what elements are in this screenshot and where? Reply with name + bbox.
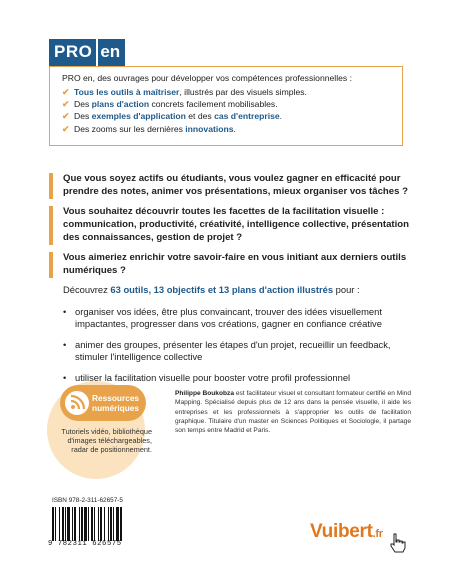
benefit-text: organiser vos idées, être plus convaincant, trouver des idées visuellement impactantes, progresser dans vos créations, gagner en confiance créative [75,306,382,330]
question: Que vous soyez actifs ou étudiants, vous voulez gagner en efficacité pour prendre des notes, animer vos présentations, mieux organiser vos tâches ? [63,173,408,197]
intro-item-highlight: exemples d'application [91,111,186,122]
publisher-name: Vuibert [310,521,373,542]
benefit-list [49,306,411,384]
accent-bar [49,206,53,245]
question: Vous souhaitez découvrir toutes les facettes de la facilitation visuelle : communication, productivité, créativité, intelligence collective, présentation des connaissances, gestion de projet ? [63,206,409,243]
intro-item-text: et des [185,111,215,122]
check-icon: ✔ [62,87,70,97]
pointing-hand-icon [388,533,406,553]
intro-item-text: . [233,123,236,134]
intro-list [62,86,392,135]
main-content [49,172,411,392]
bullet-icon: • [63,306,67,317]
logo-pro: PRO [49,39,96,66]
discover-text: Découvrez [63,284,111,295]
intro-item [62,123,392,135]
intro-item-text: Des [74,111,92,122]
intro-item-highlight: innovations [185,123,234,134]
question-block [49,205,411,244]
rss-icon [64,390,90,416]
intro-item-text: Des zooms sur les dernières [74,123,186,134]
bullet-icon: • [63,371,67,383]
pro-en-logo [49,39,125,66]
intro-item [62,98,392,110]
intro-item-text: concrets facilement mobilisables. [149,99,278,110]
discover-line [49,284,411,296]
intro-lead: PRO en, des ouvrages pour développer vos compétences professionnelles : [62,73,352,83]
benefit-item [63,306,411,331]
resources-title-box [60,385,146,421]
question: Vous aimeriez enrichir votre savoir-faire en vous initiant aux derniers outils numériques ? [63,252,407,276]
benefit-text: utiliser la facilitation visuelle pour booster votre profil professionnel [75,371,351,383]
intro-item [62,110,392,122]
discover-text: pour : [333,284,360,295]
author-name: Philippe Boukobza [175,390,234,397]
discover-highlight: 63 outils, 13 objectifs et 13 plans d'action illustrés [110,284,334,295]
barcode-bars [48,507,144,541]
intro-item-text: Des [74,99,92,110]
intro-item-highlight: plans d'action [91,99,150,110]
intro-box [49,66,403,146]
resources-text: Tutoriels vidéo, bibliothèque d'images téléchargeables, radar de positionnement. [61,427,152,455]
logo-en: en [96,39,125,66]
author-bio [175,389,411,435]
accent-bar [49,252,53,278]
publisher-suffix: .fr [372,528,383,540]
intro-item [62,86,392,98]
intro-item-text: . [279,111,283,122]
publisher-logo [310,521,383,543]
benefit-text: animer des groupes, présenter les étapes d'un projet, recueillir un feedback, stimuler l'intelligence collective [75,338,391,363]
check-icon: ✔ [62,111,70,122]
intro-item-highlight: Tous les outils à maîtriser [74,87,180,97]
intro-item-text: , illustrés par des visuels simples. [179,87,307,97]
benefit-item [63,339,411,364]
accent-bar [49,173,53,199]
check-icon: ✔ [62,99,70,110]
check-icon: ✔ [62,123,70,134]
resources-title-line: numériques [92,403,140,413]
isbn-label: ISBN 978-2-311-62657-5 [52,497,123,504]
resources-title [92,393,139,413]
intro-item-highlight: cas d'entreprise [214,111,280,122]
benefit-item [63,372,411,384]
question-block [49,251,411,277]
barcode-number: 9 782311 626575 [48,540,122,548]
resources-title-line: Ressources [92,393,140,403]
bullet-icon: • [63,338,67,350]
barcode [48,497,144,551]
author-bio-text: est facilitateur visuel et consultant formateur certifié en Mind Mapping. Spécialisé depuis plus de 12 ans dans la pensée visuelle, il aide les entreprises et les professionnels à s'approprier les outils de facilitation graphique. Titulaire d'un master en Sciences Politiques et Sociologie, il partage son temps entre Madrid et Paris. [175,390,411,435]
question-block [49,172,411,198]
